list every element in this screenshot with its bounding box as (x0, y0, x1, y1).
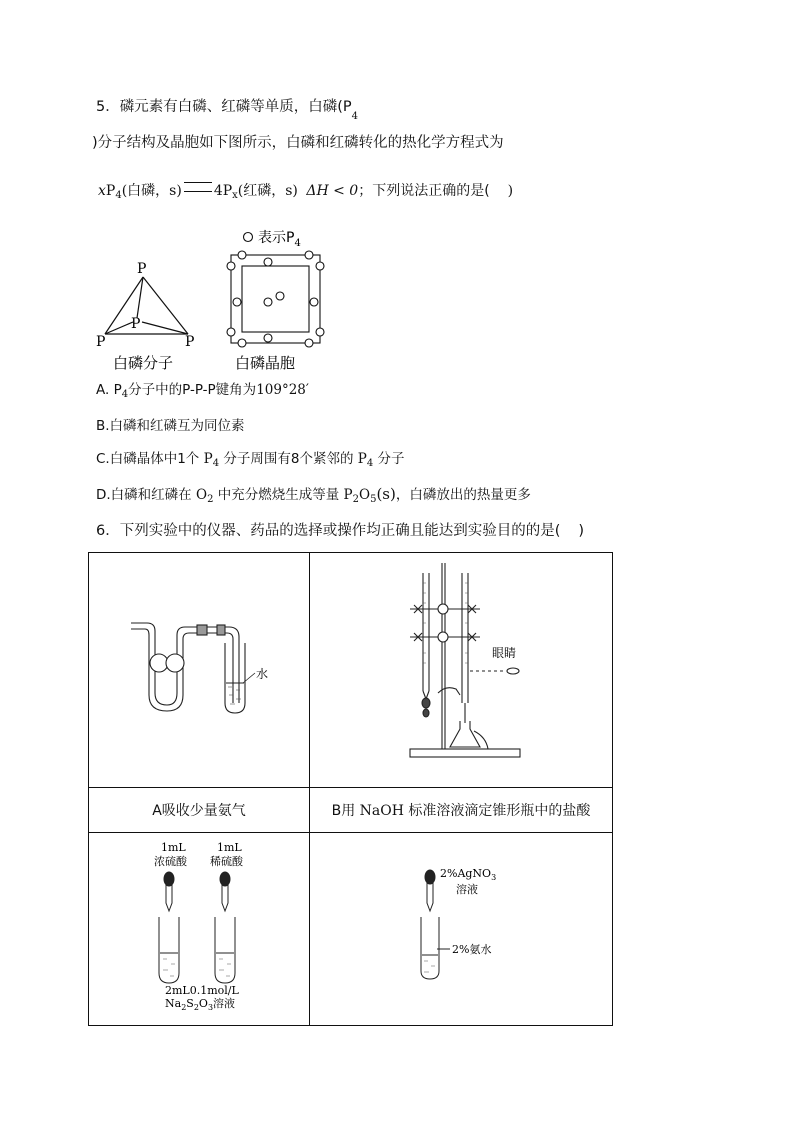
cell-b-caption: B用 NaOH 标准溶液滴定锥形瓶中的盐酸 (310, 788, 613, 833)
ammonia-label: 2%氨水 (452, 943, 492, 956)
right-volume: 1mL (217, 841, 242, 854)
unit-cell (227, 251, 324, 347)
white-phosphorus-molecule (105, 277, 188, 334)
eq-subx: x (232, 190, 238, 201)
q5-line2-text: )分子结构及晶胞如下图所示，白磷和红磷转化的热化学方程式为 (92, 135, 504, 151)
eq-red-state: (红磷，s) (237, 183, 298, 199)
molecule-caption: 白磷分子 (113, 354, 174, 372)
silver-ammonia-experiment (310, 833, 612, 1021)
q6-stem: 6．下列实验中的仪器、药品的选择或操作均正确且能达到实验目的的是( ) (96, 523, 585, 539)
cell-b-figure (310, 553, 613, 788)
sulfuric-acid-experiment (89, 833, 309, 1021)
solution-concentration: 2mL0.1mol/L (165, 984, 239, 997)
eq-equals-sign (184, 182, 212, 192)
water-label: 水 (256, 667, 269, 681)
p-atom-top: P (137, 261, 147, 277)
eq-tail: ；下列说法正确的是( (358, 183, 490, 199)
p-atom-center: P (131, 316, 141, 332)
eq-dh: ΔH < 0 (306, 183, 359, 199)
option-c: C.白磷晶体中1个 $P_4$ 分子周围有8个紧邻的 $P_4$ 分子 (96, 451, 405, 469)
ammonia-absorption-apparatus (89, 553, 309, 783)
titration-apparatus (310, 553, 612, 783)
q5-equation (98, 181, 513, 206)
q5-line1-sub: 4 (351, 111, 358, 122)
agno3-label: 2%AgNO$_3$ (440, 867, 497, 882)
q5-line1-text: 5．磷元素有白磷、红磷等单质，白磷(P (96, 99, 352, 115)
eq-x: x (98, 183, 106, 199)
agno3-solution-label: 溶液 (456, 883, 478, 896)
cell-a-caption: A吸收少量氨气 (89, 788, 310, 833)
eq-white-state: (白磷，s) (121, 183, 182, 199)
left-reagent: 浓硫酸 (154, 855, 187, 868)
right-reagent: 稀硫酸 (210, 855, 243, 868)
solution-formula: $Na_2S_2O_3$溶液 (165, 997, 236, 1012)
left-volume: 1mL (161, 841, 186, 854)
cell-c-figure (89, 833, 310, 1026)
option-b: B.白磷和红磷互为同位素 (96, 418, 245, 434)
legend-text: 表示$P_4$ (258, 230, 301, 249)
eq-p: P (105, 183, 116, 199)
q5-line2 (92, 133, 504, 153)
eq-sub4: 4 (115, 190, 122, 201)
experiment-table (88, 552, 613, 1026)
p-atom-left: P (96, 334, 106, 350)
cell-caption: 白磷晶胞 (235, 354, 296, 372)
eq-coef: 4P (213, 183, 233, 199)
cell-a-figure (89, 553, 310, 788)
q5-line1 (96, 97, 358, 127)
legend-circle (244, 233, 253, 242)
eye-label: 眼睛 (492, 646, 517, 660)
eq-close: ) (507, 183, 514, 199)
option-a: A. $P_4$分子中的P-P-P键角为109°28′ (96, 382, 309, 400)
phosphorus-figure (90, 222, 330, 377)
cell-d-figure (310, 833, 613, 1026)
p-atom-right: P (185, 334, 195, 350)
option-d: D.白磷和红磷在 $O_2$ 中充分燃烧生成等量 $P_2O_5(s)$，白磷放出的热量更多 (96, 485, 531, 505)
